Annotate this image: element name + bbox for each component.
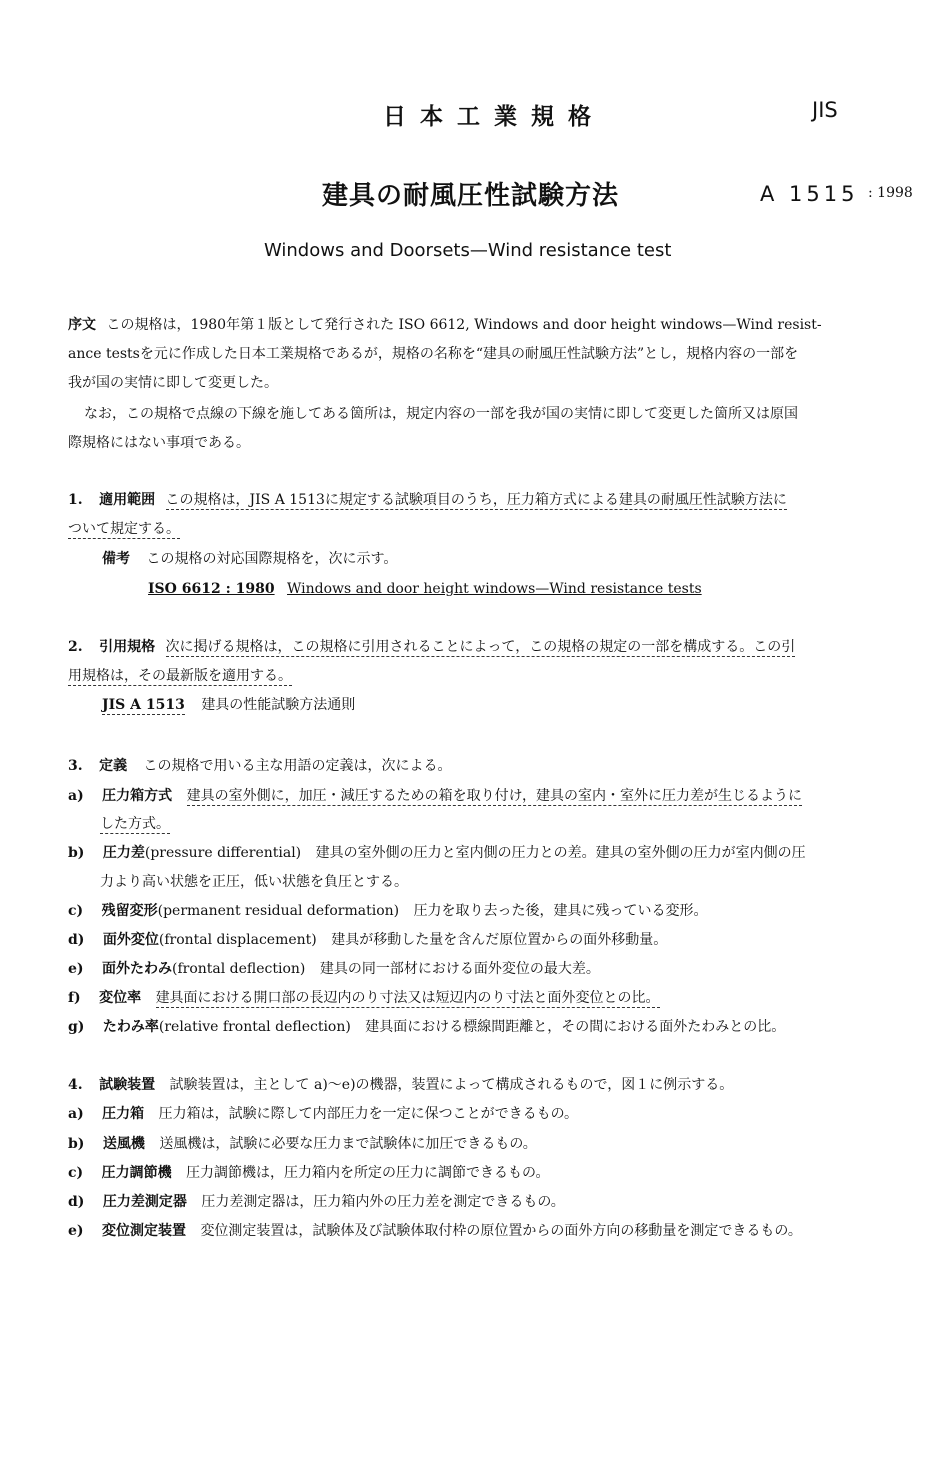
item-text: 建具が移動した量を含んだ原位置からの面外移動量。	[331, 932, 668, 948]
item-term: 残留変形	[101, 903, 158, 919]
item-english: (relative frontal deflection)	[158, 1019, 351, 1035]
jis-mark: JIS	[812, 98, 838, 122]
item-english: (frontal deflection)	[171, 961, 306, 977]
note-text: この規格の対応国際規格を，次に示す。	[146, 551, 398, 567]
section-4-line-1	[68, 1075, 733, 1095]
item-mark: c)	[68, 1165, 84, 1181]
preface-text: この規格は，1980年第１版として発行された ISO 6612, Windows and door height windows—Wind resist-	[106, 317, 822, 333]
preface-line-1	[68, 315, 822, 335]
reference-code: ISO 6612 : 1980	[148, 581, 275, 597]
item-text: 圧力差測定器は，圧力箱内外の圧力差を測定できるもの。	[201, 1194, 565, 1210]
definition-item	[68, 1017, 785, 1037]
apparatus-item	[68, 1134, 537, 1154]
section-number: 3.	[68, 758, 83, 774]
item-mark: d)	[68, 1194, 85, 1210]
section-heading: 引用規格	[99, 639, 156, 655]
section-text: 用規格は，その最新版を適用する。	[68, 668, 292, 684]
definition-item	[68, 930, 667, 950]
section-2-line-1	[68, 637, 795, 657]
item-mark: a)	[68, 788, 84, 804]
section-number: 1.	[68, 492, 83, 508]
item-mark: b)	[68, 845, 85, 861]
section-number: 2.	[68, 639, 83, 655]
section-3-line-1	[68, 756, 452, 776]
item-text: 変位測定装置は，試験体及び試験体取付枠の原位置からの面外方向の移動量を測定できるもの。	[200, 1223, 802, 1239]
section-2-reference	[102, 695, 355, 715]
section-text: ついて規定する。	[68, 521, 180, 537]
preface-line-5: 際規格にはない事項である。	[68, 435, 250, 451]
item-english: (pressure differential)	[144, 845, 302, 861]
item-text: 建具面における標線間距離と，その間における面外たわみとの比。	[365, 1019, 786, 1035]
item-mark: f)	[68, 990, 81, 1006]
section-number: 4.	[68, 1077, 83, 1093]
section-1-note	[102, 549, 397, 569]
item-mark: a)	[68, 1106, 84, 1122]
item-term: たわみ率	[102, 1019, 159, 1035]
item-text: した方式。	[100, 816, 170, 832]
definition-item	[68, 988, 660, 1008]
standard-name: 日本工業規格	[383, 104, 605, 130]
item-english: (permanent residual deformation)	[157, 903, 400, 919]
definition-item	[68, 959, 600, 979]
section-text: この規格は，JIS A 1513に規定する試験項目のうち，圧力箱方式による建具の耐風圧性試験方法に	[165, 492, 787, 508]
document-title: 建具の耐風圧性試験方法	[322, 181, 620, 211]
english-title: Windows and Doorsets—Wind resistance test	[264, 240, 672, 261]
item-term: 圧力箱	[102, 1106, 145, 1122]
item-english: (frontal displacement)	[158, 932, 317, 948]
item-term: 圧力箱方式	[102, 788, 173, 804]
apparatus-item	[68, 1221, 802, 1241]
preface-line-3: 我が国の実情に即して変更した。	[68, 375, 278, 391]
apparatus-item	[68, 1163, 550, 1183]
section-2-line-2	[68, 666, 292, 686]
definition-item-cont: 力より高い状態を正圧，低い状態を負圧とする。	[100, 874, 408, 890]
preface-line-4: なお，この規格で点線の下線を施してある箇所は，規定内容の一部を我が国の実情に即して変更した箇所又は原国	[84, 406, 798, 422]
preface-label: 序文	[68, 317, 96, 333]
item-text: 建具の室外側の圧力と室内側の圧力との差。建具の室外側の圧力が室内側の圧	[315, 845, 806, 861]
item-term: 面外変位	[102, 932, 159, 948]
section-1-line-2	[68, 519, 180, 539]
section-1-reference	[148, 579, 702, 599]
section-text: 試験装置は，主として a)～e)の機器，装置によって構成されるもので，図１に例示する。	[169, 1077, 734, 1093]
definition-item	[68, 843, 806, 863]
item-mark: e)	[68, 1223, 84, 1239]
item-mark: d)	[68, 932, 85, 948]
apparatus-item	[68, 1104, 578, 1124]
apparatus-item	[68, 1192, 565, 1212]
item-text: 建具面における開口部の長辺内のり寸法又は短辺内のり寸法と面外変位との比。	[155, 990, 660, 1006]
item-text: 建具の同一部材における面外変位の最大差。	[319, 961, 600, 977]
section-text: 次に掲げる規格は，この規格に引用されることによって，この規格の規定の一部を構成する。この引	[165, 639, 796, 655]
item-term: 送風機	[102, 1136, 145, 1152]
note-label: 備考	[102, 551, 130, 567]
reference-code: JIS A 1513	[102, 697, 185, 713]
definition-item	[68, 901, 708, 921]
item-term: 圧力差測定器	[102, 1194, 187, 1210]
section-heading: 試験装置	[99, 1077, 156, 1093]
item-mark: c)	[68, 903, 84, 919]
item-mark: g)	[68, 1019, 85, 1035]
item-mark: e)	[68, 961, 84, 977]
item-text: 圧力箱は，試験に際して内部圧力を一定に保つことができるもの。	[158, 1106, 579, 1122]
section-heading: 定義	[99, 758, 128, 774]
section-heading: 適用範囲	[99, 492, 156, 508]
item-term: 面外たわみ	[101, 961, 172, 977]
definition-item-cont	[100, 814, 170, 834]
item-text: 圧力調節機は，圧力箱内を所定の圧力に調節できるもの。	[186, 1165, 550, 1181]
item-term: 変位測定装置	[101, 1223, 186, 1239]
reference-title: 建具の性能試験方法通則	[201, 697, 356, 713]
item-text: 送風機は，試験に必要な圧力まで試験体に加圧できるもの。	[159, 1136, 537, 1152]
section-text: この規格で用いる主な用語の定義は，次による。	[143, 758, 452, 774]
item-text: 建具の室外側に，加圧・減圧するための箱を取り付け，建具の室内・室外に圧力差が生じるように	[186, 788, 803, 804]
preface-line-2: ance testsを元に作成した日本工業規格であるが，規格の名称を“建具の耐風圧性試験方法”とし，規格内容の一部を	[68, 346, 799, 362]
item-term: 変位率	[99, 990, 142, 1006]
item-term: 圧力調節機	[101, 1165, 172, 1181]
reference-title: Windows and door height windows—Wind resistance tests	[287, 581, 702, 597]
standard-year: : 1998	[868, 185, 913, 201]
definition-item	[68, 786, 802, 806]
item-mark: b)	[68, 1136, 85, 1152]
standard-number: A 1515	[760, 182, 859, 206]
item-text: 圧力を取り去った後，建具に残っている変形。	[413, 903, 708, 919]
section-1-line-1	[68, 490, 787, 510]
item-term: 圧力差	[102, 845, 145, 861]
